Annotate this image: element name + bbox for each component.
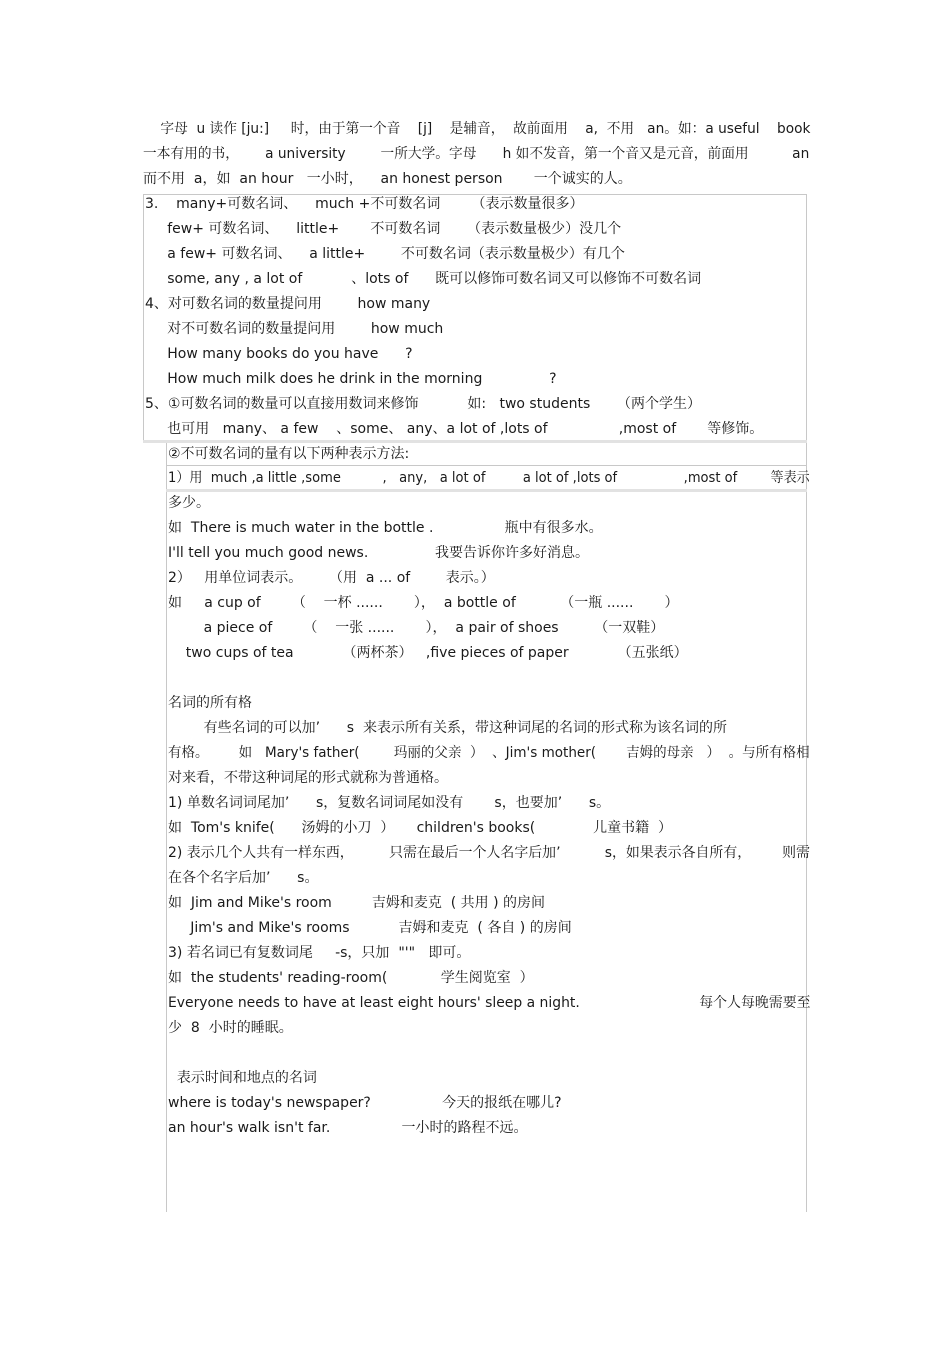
text-line: 如 Tom's knife( 汤姆的小刀 ） children's books( 儿童书籍 ） <box>168 820 672 836</box>
text-line: How much milk does he drink in the morning ? <box>145 371 557 387</box>
text-line: 1) 单数名词词尾加’ s，复数名词词尾如没有 s，也要加’ s。 <box>168 795 611 811</box>
text-line: 1）用 much ,a little ,some , any, a lot of a lot of ,lots of ,most of 等表示 <box>168 470 810 486</box>
text-line: 4、对可数名词的数量提问用 how many <box>145 296 431 312</box>
intro-line: 字母 u 读作 [ju:] 时，由于第一个音 [j] 是辅音， 故前面用 a, 不用 an。如：a useful book <box>143 121 811 137</box>
text-line: 3. many+可数名词、 much +不可数名词 （表示数量很多） <box>145 196 584 212</box>
text-line: 如 There is much water in the bottle . 瓶中有很多水。 <box>168 520 603 536</box>
text-line: ②不可数名词的量有以下两种表示方法: <box>168 446 410 462</box>
text-line: How many books do you have ? <box>145 346 413 362</box>
text-line: 2) 表示几个人共有一样东西， 只需在最后一个人名字后加’ s，如果表示各自所有， 则需 <box>168 845 810 861</box>
table-rule <box>166 443 167 1212</box>
text-line: 在各个名字后加’ s。 <box>168 870 319 886</box>
table-rule <box>143 194 144 440</box>
text-line: few+ 可数名词、 little+ 不可数名词 （表示数量极少）没几个 <box>145 221 622 237</box>
text-line: 有格。 如 Mary's father( 玛丽的父亲 ） 、Jim's mother( 吉姆的母亲 ） 。与所有格相 <box>168 745 810 761</box>
table-rule <box>166 489 807 492</box>
table-rule <box>806 194 807 1212</box>
text-line: two cups of tea （两杯茶） ,five pieces of paper （五张纸） <box>168 645 688 661</box>
table-rule <box>166 465 807 466</box>
text-line: 有些名词的可以加’ s 来表示所有关系，带这种词尾的名词的形式称为该名词的所 <box>168 720 727 736</box>
text-line: where is today's newspaper? 今天的报纸在哪儿? <box>168 1095 562 1111</box>
intro-line: 一本有用的书， a university 一所大学。字母 h 如不发音，第一个音又是元音，前面用 an <box>143 146 810 162</box>
text-line: 少 8 小时的睡眠。 <box>168 1020 293 1036</box>
text-line: some, any , a lot of 、lots of 既可以修饰可数名词又可以修饰不可数名词 <box>145 271 702 287</box>
text-line: a piece of （ 一张 ...... ）， a pair of shoes （一双鞋） <box>168 620 665 636</box>
text-line: a few+ 可数名词、 a little+ 不可数名词（表示数量极少）有几个 <box>145 246 625 262</box>
section-heading: 名词的所有格 <box>168 695 252 711</box>
text-line: 对来看，不带这种词尾的形式就称为普通格。 <box>168 770 448 786</box>
text-line: 2） 用单位词表示。 （用 a ... of 表示。） <box>168 570 495 586</box>
text-line: Everyone needs to have at least eight hours' sleep a night. 每个人每晚需要至 <box>168 995 811 1011</box>
intro-line: 而不用 a，如 an hour 一小时， an honest person 一个诚实的人。 <box>143 171 632 187</box>
text-line: 也可用 many、 a few 、some、 any、a lot of ,lots of ,most of 等修饰。 <box>145 421 764 437</box>
text-line: 3) 若名词已有复数词尾 -s，只加 "'" 即可。 <box>168 945 471 961</box>
table-rule <box>143 440 807 443</box>
text-line: 多少。 <box>168 495 210 511</box>
text-line: 对不可数名词的数量提问用 how much <box>145 321 444 337</box>
text-line: 如 Jim and Mike's room 吉姆和麦克 ( 共用 ) 的房间 <box>168 895 546 911</box>
text-line: 如 the students' reading-room( 学生阅览室 ） <box>168 970 534 986</box>
text-line: Jim's and Mike's rooms 吉姆和麦克 ( 各自 ) 的房间 <box>168 920 572 936</box>
text-line: 如 a cup of （ 一杯 ...... ）， a bottle of （一瓶 ...... ） <box>168 595 679 611</box>
section-heading: 表示时间和地点的名词 <box>168 1070 317 1086</box>
text-line: I'll tell you much good news. 我要告诉你许多好消息。 <box>168 545 590 561</box>
text-line: an hour's walk isn't far. 一小时的路程不远。 <box>168 1120 528 1136</box>
text-line: 5、①可数名词的数量可以直接用数词来修饰 如: two students （两个学生） <box>145 396 701 412</box>
